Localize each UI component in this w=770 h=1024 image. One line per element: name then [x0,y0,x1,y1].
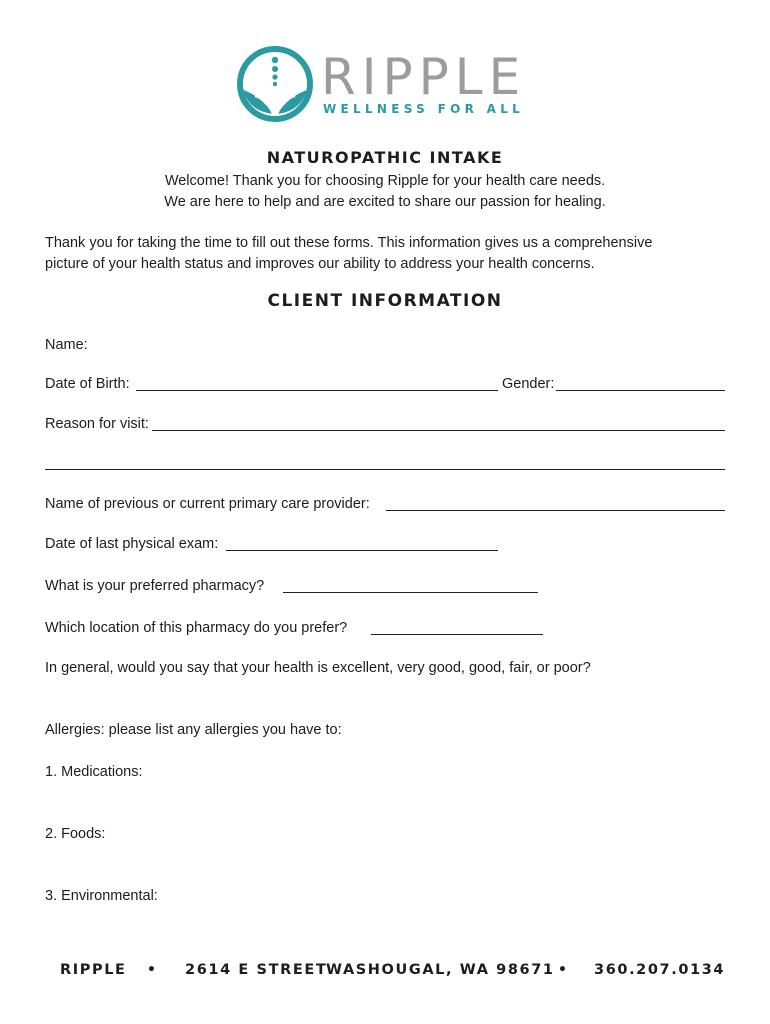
provider-field[interactable] [386,510,725,511]
health-question: In general, would you say that your health is excellent, very good, good, fair, or poor? [45,660,591,676]
welcome-line-1: Welcome! Thank you for choosing Ripple for your health care needs. [164,173,606,189]
intro-line-1: Thank you for taking the time to fill out these forms. This information gives us a comprehensive [45,235,653,251]
ripple-logo [235,44,545,126]
intro-line-2: picture of your health status and improves our ability to address your health concerns. [45,256,595,272]
environmental-label: 3. Environmental: [45,888,158,904]
footer-bullet-2: • [558,962,569,978]
gender-field[interactable] [556,390,725,391]
logo-wordmark: RIPPLE [321,48,527,106]
form-title: NATUROPATHIC INTAKE [266,148,504,167]
dob-label: Date of Birth: [45,376,130,392]
reason-field[interactable] [152,430,725,431]
footer-city: WASHOUGAL, WA 98671 [326,962,555,978]
reason-field-line-2[interactable] [45,469,725,470]
dob-field[interactable] [136,390,498,391]
pharmacy-label: What is your preferred pharmacy? [45,578,265,594]
foods-label: 2. Foods: [45,826,106,842]
pharmacy-location-field[interactable] [371,634,543,635]
reason-label: Reason for visit: [45,416,149,432]
physical-label: Date of last physical exam: [45,536,219,552]
pharmacy-field[interactable] [283,592,538,593]
footer-street: 2614 E STREET [185,962,328,978]
section-title: CLIENT INFORMATION [267,291,503,311]
provider-label: Name of previous or current primary care provider: [45,496,370,512]
footer-phone: 360.207.0134 [594,962,726,978]
pharmacy-location-label: Which location of this pharmacy do you prefer? [45,620,348,636]
ripple-logo-icon [235,44,315,124]
footer-bullet-1: • [147,962,158,978]
welcome-line-2: We are here to help and are excited to share our passion for healing. [164,194,606,210]
name-label: Name: [45,337,88,353]
logo-tagline: WELLNESS FOR ALL [323,102,525,116]
physical-field[interactable] [226,550,498,551]
footer-name: RIPPLE [60,962,127,978]
gender-label: Gender: [502,376,555,392]
allergies-label: Allergies: please list any allergies you have to: [45,722,342,738]
footer [0,962,770,984]
medications-label: 1. Medications: [45,764,143,780]
